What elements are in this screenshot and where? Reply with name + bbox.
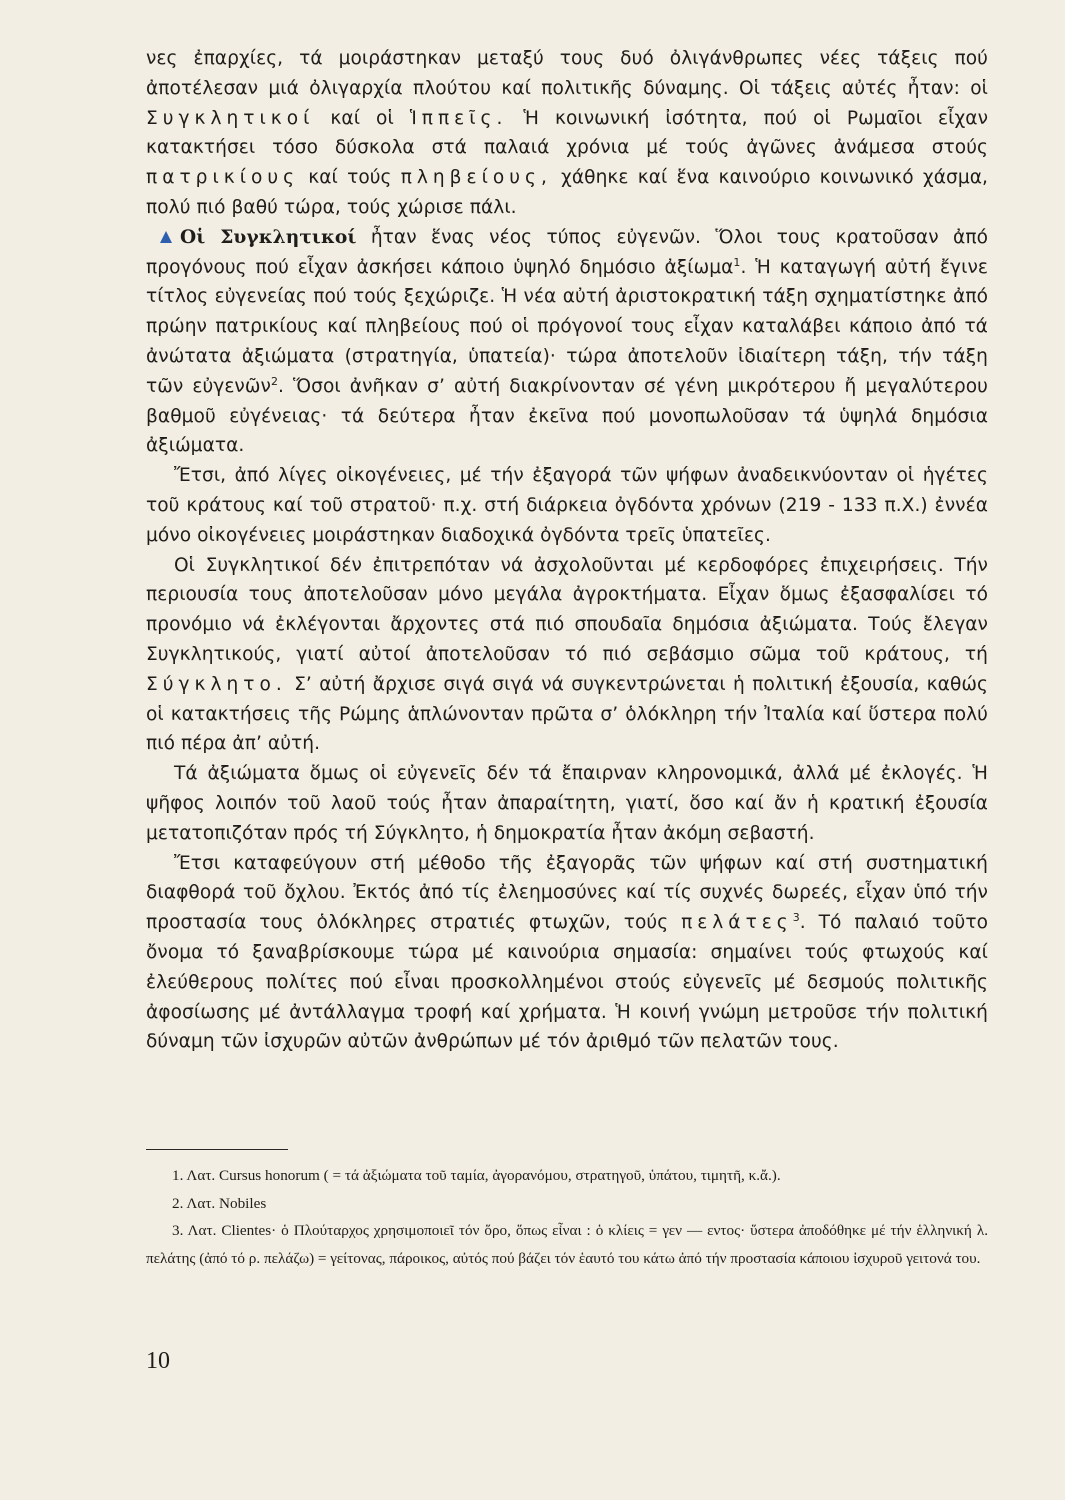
text-run: Ἡ κοινωνική ἰσότητα, πού οἱ Ρωμαῖοι εἶχαν κατακτήσει τόσο δύσκολα στά παλαιά χρόνια μέ τούς ἀγῶνες ἀνάμεσα στούς — [146, 107, 989, 159]
spaced-term: πελάτες — [681, 912, 793, 934]
footnote-2: 2. Λατ. Nobiles — [172, 1194, 267, 1212]
footnote-ref: 2 — [270, 374, 278, 388]
text-run: Ἔτσι καταφεύγουν στή μέθοδο τῆς ἐξαγορᾶς τῶν ψήφων καί στή συστηματική διαφθορά τοῦ ὄχλου. Ἐκτός ἀπό τίς ἐλεημοσύνες καί τίς συχνές δωρεές, εἶχαν ὑπό τήν προστασία τους ὁλόκληρες στρατιές φτωχῶν, τούς — [146, 852, 988, 934]
footnote-ref: 1 — [733, 255, 741, 269]
footnote-3: 3. Λατ. Clientes· ὁ Πλούταρχος χρησιμοποιεῖ τόν ὅρο, ὅπως εἶναι : ὁ κλίεις = γεν — εντος· ὕστερα ἀποδόθηκε μέ τήν ἑλληνική λ. πελάτης (ἀπό τό ρ. πελάζω) = γείτονας, πάροικος, αὐτός πού βάζει τόν ἑαυτό του κάτω ἀπό τήν προστασία κάποιου ἰσχυροῦ γειτονά του. — [146, 1222, 988, 1267]
spaced-term: Ἱππεῖς. — [409, 107, 508, 129]
text-run: καί τούς — [308, 167, 392, 189]
paragraph-2 — [146, 223, 988, 461]
spaced-term: Συγκλητικοί — [146, 107, 315, 129]
footnote-ref: 3 — [792, 910, 800, 924]
paragraph-1 — [146, 44, 988, 223]
text-run: Σ’ αὐτή ἄρχισε σιγά σιγά νά συγκεντρώνεται ἡ πολιτική ἐξουσία, καθώς οἱ κατακτήσεις τῆς Ρώμης ἁπλώνονταν πρῶτα σ’ ὁλόκληρη τήν Ἰταλία καί ὕστερα πολύ πιό πέρα ἀπ’ αὐτή. — [146, 673, 988, 755]
spaced-term: πατρικίους — [146, 167, 300, 189]
spaced-term: πληβείους, — [400, 167, 552, 189]
text-run: . Ἡ καταγωγή αὐτή ἔγινε τίτλος εὐγενείας πού τούς ξεχώριζε. Ἡ νέα αὐτή ἀριστοκρατική τάξη σχηματίστηκε ἀπό πρώην πατρικίους καί πληβείους πού οἱ πρόγονοί τους εἶχαν καταλάβει κάποιο ἀπό τά ἀνώτατα ἀξιώματα (στρατηγία, ὑπατεία)· τώρα ἀποτελοῦν ἰδιαίτερη τάξη, τήν τάξη τῶν εὐγενῶν — [146, 256, 988, 397]
text-run: ἦταν ἕνας νέος τύπος εὐγενῶν. Ὅλοι τους κρατοῦσαν ἀπό προγόνους πού εἶχαν ἀσκήσει κάποιο ὑψηλό δημόσιο ἀξίωμα — [146, 226, 989, 278]
footnotes — [146, 1162, 988, 1272]
paragraph-3: Ἔτσι, ἀπό λίγες οἰκογένειες, μέ τήν ἐξαγορά τῶν ψήφων ἀναδεικνύονταν οἱ ἡγέτες τοῦ κράτους καί τοῦ στρατοῦ· π.χ. στή διάρκεια ὀγδόντα χρόνων (219 - 133 π.Χ.) ἐννέα μόνο οἰκογένειες μοιράστηκαν διαδοχικά ὀγδόντα τρεῖς ὑπατεῖες. — [146, 465, 988, 546]
spaced-term: Σύγκλητο. — [146, 673, 287, 695]
triangle-marker-icon — [160, 231, 172, 243]
paragraph-6 — [146, 849, 988, 1058]
footnote-1: 1. Λατ. Cursus honorum ( = τά ἀξιώματα τοῦ ταμία, ἀγορανόμου, στρατηγοῦ, ὑπάτου, τιμητῆ, κ.ἄ.). — [172, 1167, 781, 1184]
footnote-divider — [146, 1149, 288, 1150]
text-run: καί οἱ — [330, 107, 394, 129]
text-run: . Ὅσοι ἀνῆκαν σ’ αὐτή διακρίνονταν σέ γένη μικρότερου ἤ μεγαλύτερου βαθμοῦ εὐγένειας· τά δεύτερα ἦταν ἐκεῖνα πού μονοπωλοῦσαν τά ὑψηλά δημόσια ἀξιώματα. — [146, 375, 988, 457]
paragraph-4 — [146, 551, 988, 760]
section-heading: Οἱ Συγκλητικοί — [180, 226, 357, 248]
main-text — [146, 44, 988, 1057]
text-run: . Τό παλαιό τοῦτο ὄνομα τό ξαναβρίσκουμε τώρα μέ καινούρια σημασία: σημαίνει τούς φτωχούς καί ἐλεύθερους πολίτες πού εἶναι προσκολλημένοι στούς εὐγενεῖς μέ δεσμούς πολιτικῆς ἀφοσίωσης μέ ἀντάλλαγμα τροφή καί χρήματα. Ἡ κοινή γνώμη μετροῦσε τήν πολιτική δύναμη τῶν ἰσχυρῶν αὐτῶν ἀνθρώπων μέ τόν ἀριθμό τῶν πελατῶν τους. — [146, 912, 989, 1053]
text-run: νες ἐπαρχίες, τά μοιράστηκαν μεταξύ τους δυό ὀλιγάνθρωπες νέες τάξεις πού ἀποτέλεσαν μιά ὀλιγαρχία πλούτου καί πολιτικῆς δύναμης. Οἱ τάξεις αὐτές ἦταν: οἱ — [146, 48, 988, 99]
page-number: 10 — [146, 1348, 170, 1374]
text-run: Οἱ Συγκλητικοί δέν ἐπιτρεπόταν νά ἀσχολοῦνται μέ κερδοφόρες ἐπιχειρήσεις. Τήν περιουσία τους ἀποτελοῦσαν μόνο μεγάλα ἀγροκτήματα. Εἶχαν ὅμως ἐξασφαλίσει τό προνόμιο νά ἐκλέγονται ἄρχοντες στά πιό σπουδαῖα δημόσια ἀξιώματα. Τούς ἔλεγαν Συγκλητικούς, γιατί αὐτοί ἀποτελοῦσαν τό πιό σεβάσμιο σῶμα τοῦ κράτους, τή — [146, 554, 988, 665]
paragraph-5: Τά ἀξιώματα ὅμως οἱ εὐγενεῖς δέν τά ἔπαιρναν κληρονομικά, ἀλλά μέ ἐκλογές. Ἡ ψῆφος λοιπόν τοῦ λαοῦ τούς ἦταν ἀπαραίτητη, γιατί, ὅσο καί ἄν ἡ κρατική ἐξουσία μετατοπιζόταν πρός τή Σύγκλητο, ἡ δημοκρατία ἦταν ἀκόμη σεβαστή. — [146, 763, 988, 844]
text-run: χάθηκε καί ἕνα καινούριο κοινωνικό χάσμα, πολύ πιό βαθύ τώρα, τούς χώρισε πάλι. — [146, 167, 988, 218]
